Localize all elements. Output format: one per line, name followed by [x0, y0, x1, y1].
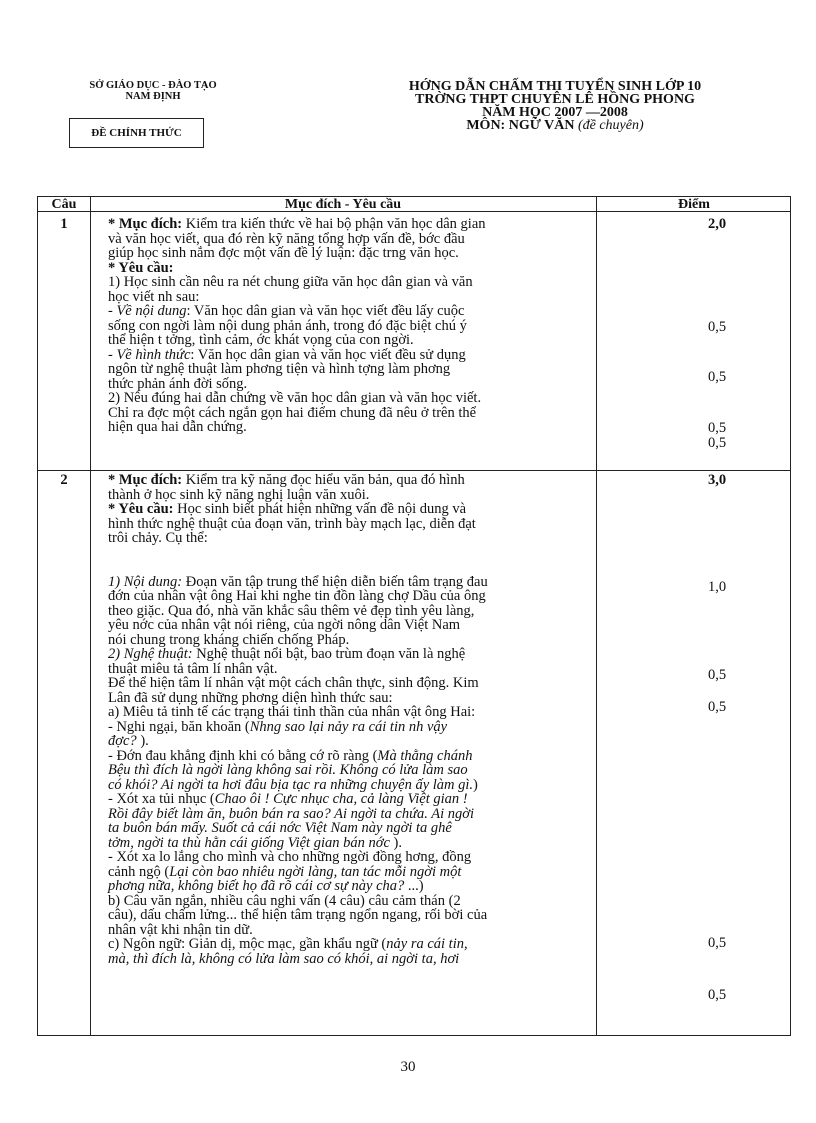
label-purpose: * Mục đích: [108, 472, 183, 488]
text-line [108, 647, 636, 662]
title-line-3: NĂM HỌC 2007 —2008 [482, 105, 628, 120]
text-span: Kiểm tra kiến thức về hai bộ phận văn học dân gian [182, 216, 486, 232]
text-line [108, 720, 636, 735]
label-content: - Về nội dung [108, 303, 187, 319]
text-span: - Xót xa tủi nhục ( [108, 791, 215, 807]
label-requirement: * Yêu cầu: [108, 259, 174, 276]
quote-span: có khói? Ai ngời ta hơi đâu bịa tạc ra những chuyện ấy làm gì. [108, 776, 474, 793]
score-q2-depict: 0,5 [707, 699, 727, 715]
quote-line: Rồi đây biết làm ăn, buôn bán ra sao? Ai ngời ta chứa. Ai ngời [108, 805, 475, 822]
text-line [108, 749, 636, 764]
text-line: 1) Học sinh cần nêu ra nét chung giữa văn học dân gian và văn [108, 274, 473, 290]
text-line [108, 348, 636, 363]
quote-span: nảy ra cái tin, [386, 936, 468, 952]
quote-line: ta buôn bán mấy. Suốt cả cái nớc Việt Nam này ngời ta ghê [108, 820, 452, 836]
text-line: Chỉ ra đợc một cách ngắn gọn hai điểm chung đã nêu ở trên thể [108, 404, 477, 421]
text-span: ). [136, 733, 149, 749]
text-span: ) [473, 776, 478, 793]
department-line-1: SỞ GIÁO DỤC - ĐÀO TẠO [89, 80, 217, 91]
page-number: 30 [400, 1059, 416, 1075]
label-content: 1) Nội dung: [108, 573, 183, 590]
quote-line: Bệu thì đích là ngời làng không sai rồi. Không có lửa làm sao [108, 762, 468, 778]
score-q1-content: 0,5 [707, 319, 727, 335]
text-span: Học sinh biết phát hiện những vấn đề nội dung và [173, 501, 467, 517]
text-line: câu), dấu chấm lửng... thể hiện tâm trạng ngổn ngang, rối bời của [108, 907, 488, 923]
text-span: cảnh ngộ ( [108, 863, 170, 880]
score-q1-points: 0,5 [707, 435, 727, 451]
quote-line: mà, thì đích là, không có lửa làm sao có khói, ai ngời ta, hơi [108, 950, 460, 967]
department-line-2: NAM ĐỊNH [125, 91, 181, 102]
question-1-total-score: 2,0 [707, 216, 727, 232]
text-line [108, 778, 636, 793]
text-line [108, 304, 636, 319]
quote-span: Mà thằng chánh [377, 747, 473, 764]
text-span: ). [389, 834, 403, 851]
text-line [108, 879, 636, 894]
question-1-number: 1 [60, 216, 68, 232]
quote-span: Nhng sao lại nảy ra cái tin nh vậy [249, 718, 448, 735]
text-line: đớn của nhân vật ông Hai khi nghe tin đồn làng chợ Dầu của ông [108, 588, 486, 604]
text-line [108, 575, 636, 590]
score-q2-sentences: 0,5 [707, 987, 727, 1003]
col-header-content: Mục đích - Yêu cầu [284, 197, 402, 212]
subject-line [345, 119, 765, 132]
text-span: Kiểm tra kỹ năng đọc hiểu văn bản, qua đó hình [182, 472, 465, 488]
text-line: b) Câu văn ngắn, nhiều câu nghi vấn (4 câu) câu cảm thán (2 [108, 892, 461, 909]
text-line: Lân đã sử dụng những phơng diện hình thức sau: [108, 689, 393, 706]
text-line: theo giặc. Qua đó, nhà văn khắc sâu thêm vẻ đẹp tình yêu làng, [108, 602, 475, 619]
score-q2-art: 0,5 [707, 667, 727, 683]
quote-span: tởm, ngời ta thù hằn cái giống Việt gian bán nớc [108, 834, 390, 851]
score-q1-examples: 0,5 [707, 420, 727, 436]
text-span: - Nghi ngại, băn khoăn ( [108, 718, 250, 735]
text-line: - Xót xa lo lắng cho mình và cho những ngời đồng hơng, đồng [108, 849, 472, 865]
grading-table [37, 196, 791, 1036]
text-line: thuật miêu tả tâm lí nhân vật. [108, 660, 278, 677]
label-art: 2) Nghệ thuật: [108, 646, 193, 662]
text-line: a) Miêu tả tinh tế các trạng thái tinh thần của nhân vật ông Hai: [108, 704, 476, 720]
label-purpose: * Mục đích: [108, 216, 183, 232]
score-q2-content: 1,0 [707, 579, 727, 595]
text-line: và văn học viết, qua đó rèn kỹ năng tổng hợp vấn đề, bớc đầu [108, 230, 465, 247]
text-line: ngôn từ nghệ thuật làm phơng tiện và hình tợng làm phơng [108, 361, 451, 377]
text-line: sống con ngời làm nội dung phản ánh, trong đó đặc biệt chú ý [108, 317, 467, 334]
title-line-2: TRỜNG THPT CHUYÊN LÊ HỒNG PHONG [415, 92, 695, 107]
text-line [108, 792, 636, 807]
text-span: Nghệ thuật nổi bật, bao trùm đoạn văn là nghệ [192, 646, 466, 662]
document-title [345, 80, 765, 132]
text-span: ...) [404, 878, 424, 894]
quote-span: phơng nữa, không biết họ đã rõ cái cơ sự này cha? [108, 878, 405, 894]
text-line: Để thể hiện tâm lí nhân vật một cách chân thực, sinh động. Kim [108, 675, 479, 691]
text-span: c) Ngôn ngữ: Giản dị, mộc mạc, gần khẩu ngữ ( [108, 936, 387, 952]
text-span: - Đớn đau khẳng định khi có bằng cớ rõ ràng ( [108, 747, 378, 764]
label-form: - Về hình thức [108, 346, 191, 363]
score-q1-form: 0,5 [707, 369, 727, 385]
text-line: giúp học sinh nắm đợc một vấn đề lý luận: đặc trng văn học. [108, 245, 459, 261]
blank-gap [108, 546, 636, 575]
text-span: Đoạn văn tập trung thể hiện diễn biến tâm trạng đau [182, 573, 488, 590]
text-line: thể hiện t tởng, tình cảm, ớc khát vọng của con ngời. [108, 332, 414, 348]
text-span: : Văn học dân gian và văn học viết đều sử dụng [190, 346, 466, 363]
question-2-total-score: 3,0 [707, 472, 727, 488]
text-line [108, 937, 636, 952]
text-line: nói chung trong kháng chiến chống Pháp. [108, 631, 350, 648]
text-line: yêu nớc của nhân vật nói riêng, của ngời nông dân Việt Nam [108, 617, 461, 633]
question-1-content [108, 217, 636, 435]
text-span: : Văn học dân gian và văn học viết đều lấy cuộc [186, 303, 465, 319]
quote-span: Chao ôi ! Cực nhục cha, cả làng Việt gian ! [214, 791, 468, 807]
text-line: thức phản ánh đời sống. [108, 375, 248, 392]
title-line-1: HỚNG DẪN CHẤM THI TUYỂN SINH LỚP 10 [408, 79, 702, 94]
department-header [58, 80, 248, 102]
text-line: thành ở học sinh kỹ năng nghị luận văn xuôi. [108, 486, 370, 503]
text-line: 2) Nêu đúng hai dẫn chứng về văn học dân gian và văn học viết. [108, 390, 482, 406]
row-divider [38, 470, 790, 471]
text-line [108, 261, 636, 276]
quote-span: Lại còn bao nhiêu ngời làng, tan tác mỗi ngời một [169, 863, 462, 880]
official-label-box [69, 118, 204, 148]
column-divider [90, 197, 91, 1035]
text-line: học viết nh sau: [108, 288, 200, 305]
text-line [108, 865, 636, 880]
subject-label: MÔN: NGỮ VĂN [466, 118, 575, 133]
label-requirement: * Yêu cầu: [108, 501, 174, 517]
text-line: trôi chảy. Cụ thể: [108, 530, 208, 546]
score-q2-worry: 0,5 [707, 935, 727, 951]
subject-note: (đề chuyên) [577, 118, 644, 133]
text-line: hình thức nghệ thuật của đoạn văn, trình bày mạch lạc, diễn đạt [108, 515, 476, 532]
text-line: nhân vật khi nhận tin dữ. [108, 921, 253, 938]
col-header-score: Điểm [678, 197, 710, 212]
text-line [108, 734, 636, 749]
quote-span: đợc? [108, 733, 137, 749]
text-line [108, 836, 636, 851]
question-2-content [108, 473, 636, 966]
text-line [108, 217, 636, 232]
question-2-number: 2 [60, 472, 68, 488]
text-line [108, 473, 636, 488]
col-header-question: Câu [51, 197, 77, 212]
text-line: hiện qua hai dẫn chứng. [108, 419, 247, 435]
text-line [108, 502, 636, 517]
official-label: ĐỀ CHÍNH THỨC [91, 127, 182, 139]
